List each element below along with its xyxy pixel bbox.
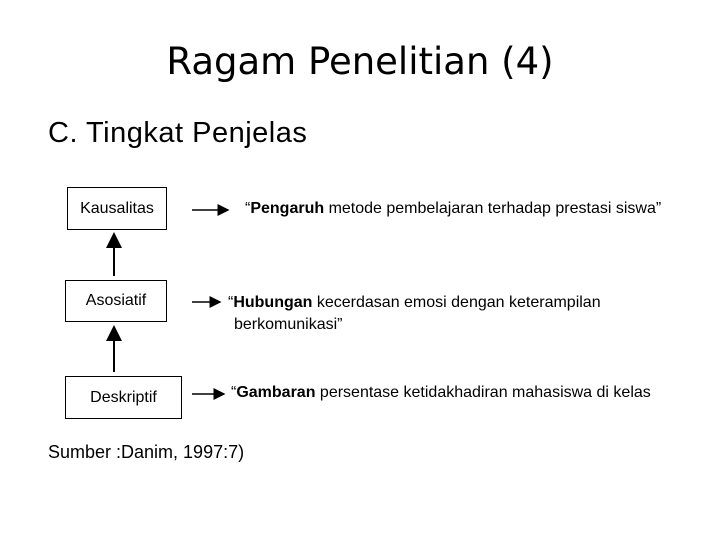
example-text: metode pembelajaran terhadap prestasi siswa” <box>324 200 662 217</box>
example-text: persentase ketidakhadiran mahasiswa di kelas <box>315 384 651 401</box>
example-keyword: Pengaruh <box>250 200 325 217</box>
example-kausalitas <box>245 198 661 220</box>
box-asosiatif <box>65 280 167 322</box>
example-open-quote: “ <box>245 200 251 217</box>
example-text-line2: berkomunikasi” <box>234 316 343 333</box>
section-subtitle: C. Tingkat Penjelas <box>48 117 308 149</box>
example-open-quote: “ <box>231 384 237 401</box>
source-citation: Sumber :Danim, 1997:7) <box>48 442 245 462</box>
example-open-quote: “ <box>228 294 234 311</box>
box-asosiatif-label: Asosiatif <box>85 292 147 309</box>
box-deskriptif-label: Deskriptif <box>90 388 157 406</box>
box-deskriptif <box>65 376 182 419</box>
example-keyword: Gambaran <box>236 384 316 401</box>
example-text: kecerdasan emosi dengan keterampilan <box>312 294 601 311</box>
example-keyword: Hubungan <box>233 294 313 311</box>
box-kausalitas-label: Kausalitas <box>80 199 154 217</box>
slide-title: Ragam Penelitian (4) <box>166 40 554 83</box>
example-asosiatif <box>228 292 601 336</box>
box-kausalitas <box>67 187 167 230</box>
example-deskriptif <box>231 382 651 404</box>
